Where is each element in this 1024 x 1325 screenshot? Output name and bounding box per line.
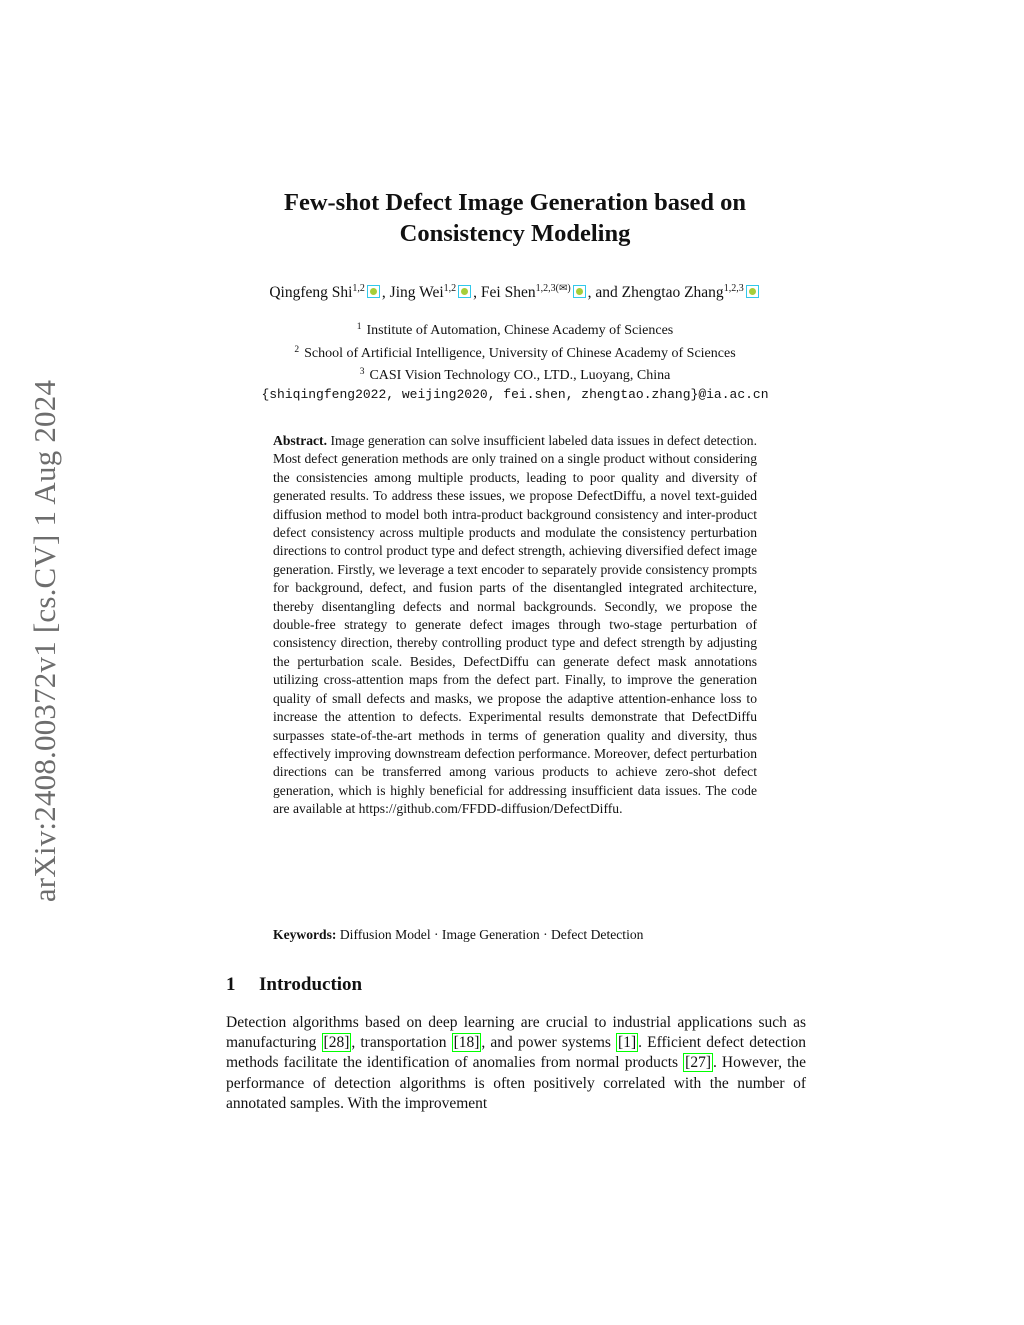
author-affiliation-marker: 1,2,3(✉) (535, 283, 571, 294)
email-list: {shiqingfeng2022, weijing2020, fei.shen, zhengtao.zhang}@ia.ac.cn (261, 386, 769, 402)
author-list (200, 283, 830, 303)
intro-text: . However, the performance of detection algorithms is often positively correlated with the number of annotated samples. With the improvement (226, 1054, 807, 1112)
affiliation-number: 1 (356, 322, 362, 332)
author-separator: , and (587, 284, 622, 301)
author-affiliation-marker: 1,2,3 (723, 283, 744, 294)
author-separator: , (473, 284, 481, 301)
section-title: Introduction (259, 974, 363, 995)
arxiv-identifier: arXiv:2408.00372v1 [cs.CV] 1 Aug 2024 (27, 379, 62, 903)
intro-text: Detection algorithms based on deep learning are crucial to industrial applications such as manufacturing (226, 1014, 806, 1052)
intro-text: , and power systems (481, 1034, 617, 1052)
author-affiliation-marker: 1,2 (443, 283, 457, 294)
abstract-text: Image generation can solve insufficient labeled data issues in defect detection. Most defect generation methods are only trained on a single product without considering the consistencies among multiple products, leading to poor quality and diversity of generated results. To address these issues, we propose DefectDiffu, a novel text-guided diffusion method to model both intra-product background consistency and inter-product defect consistency across multiple products and modulate the consistency perturbation directions to control product type and defect strength, achieving diversified defect image generation. Firstly, we leverage a text encoder to separately provide consistency prompts for background, defect, and fusion parts of the disentangled integrated architecture, thereby disentangling defects and normal backgrounds. Secondly, we propose the double-free strategy to generate defect images through two-stage perturbation of consistency direction, thereby controlling product type and defect strength by adjusting the perturbation scale. Besides, DefectDiffu can generate defect mask annotations utilizing cross-attention maps from the defect part. Finally, to improve the generation quality of small defects and masks, we propose the adaptive attention-enhance loss to increase the attention to defects. Experimental results demonstrate that DefectDiffu surpasses state-of-the-art methods in terms of generation quality and diversity, thus effectively improving downstream defection performance. Moreover, defect perturbation directions can be transferred among various products to achieve zero-shot defect generation, which is highly beneficial for addressing insufficient data issues. The code are available at https://github.com/FFDD-diffusion/DefectDiffu. (273, 433, 757, 817)
keywords-label: Keywords: (273, 927, 337, 942)
orcid-icon[interactable] (746, 285, 759, 298)
affiliation-text: Institute of Automation, Chinese Academy of Sciences (366, 323, 674, 338)
author-affiliation-marker: 1,2 (352, 283, 365, 294)
affiliation-number: 3 (359, 367, 365, 378)
affiliation-number: 2 (294, 344, 300, 355)
orcid-icon[interactable] (573, 285, 586, 298)
author-name: Qingfeng Shi (269, 284, 353, 301)
orcid-icon[interactable] (367, 285, 380, 298)
author-name: Jing Wei (389, 284, 444, 301)
section-number: 1 (226, 974, 236, 995)
title-line-1: Few-shot Defect Image Generation based on (283, 189, 747, 216)
keywords (273, 926, 757, 944)
affiliation-text: School of Artificial Intelligence, University of Chinese Academy of Sciences (304, 345, 736, 361)
author-name: Fei Shen (480, 284, 536, 301)
intro-text: , transportation (351, 1034, 452, 1052)
keywords-text: Diffusion Model · Image Generation · Defect Detection (339, 927, 644, 942)
section-heading (226, 974, 362, 996)
title-line-2: Consistency Modeling (399, 220, 631, 247)
abstract (273, 432, 757, 819)
author-name: Zhengtao Zhang (621, 284, 724, 301)
orcid-icon[interactable] (458, 285, 471, 298)
citation-link[interactable]: [27] (685, 1054, 711, 1072)
author-separator: , (381, 284, 390, 301)
affiliation-line (200, 341, 830, 364)
affiliation-line (200, 363, 830, 386)
citation-link[interactable]: [1] (618, 1034, 637, 1052)
citation-link[interactable]: [18] (453, 1034, 480, 1052)
arxiv-sidebar (20, 353, 70, 929)
abstract-label: Abstract. (273, 433, 327, 448)
affiliation-block (200, 318, 830, 404)
citation-link[interactable]: [28] (323, 1034, 350, 1052)
affiliation-text: CASI Vision Technology CO., LTD., Luoyang, China (369, 368, 671, 384)
affiliation-line (200, 318, 830, 341)
intro-text: . Efficient defect detection methods facilitate the identification of anomalies from normal products (226, 1034, 807, 1072)
paper-title (200, 187, 830, 249)
intro-paragraph (226, 1013, 806, 1114)
